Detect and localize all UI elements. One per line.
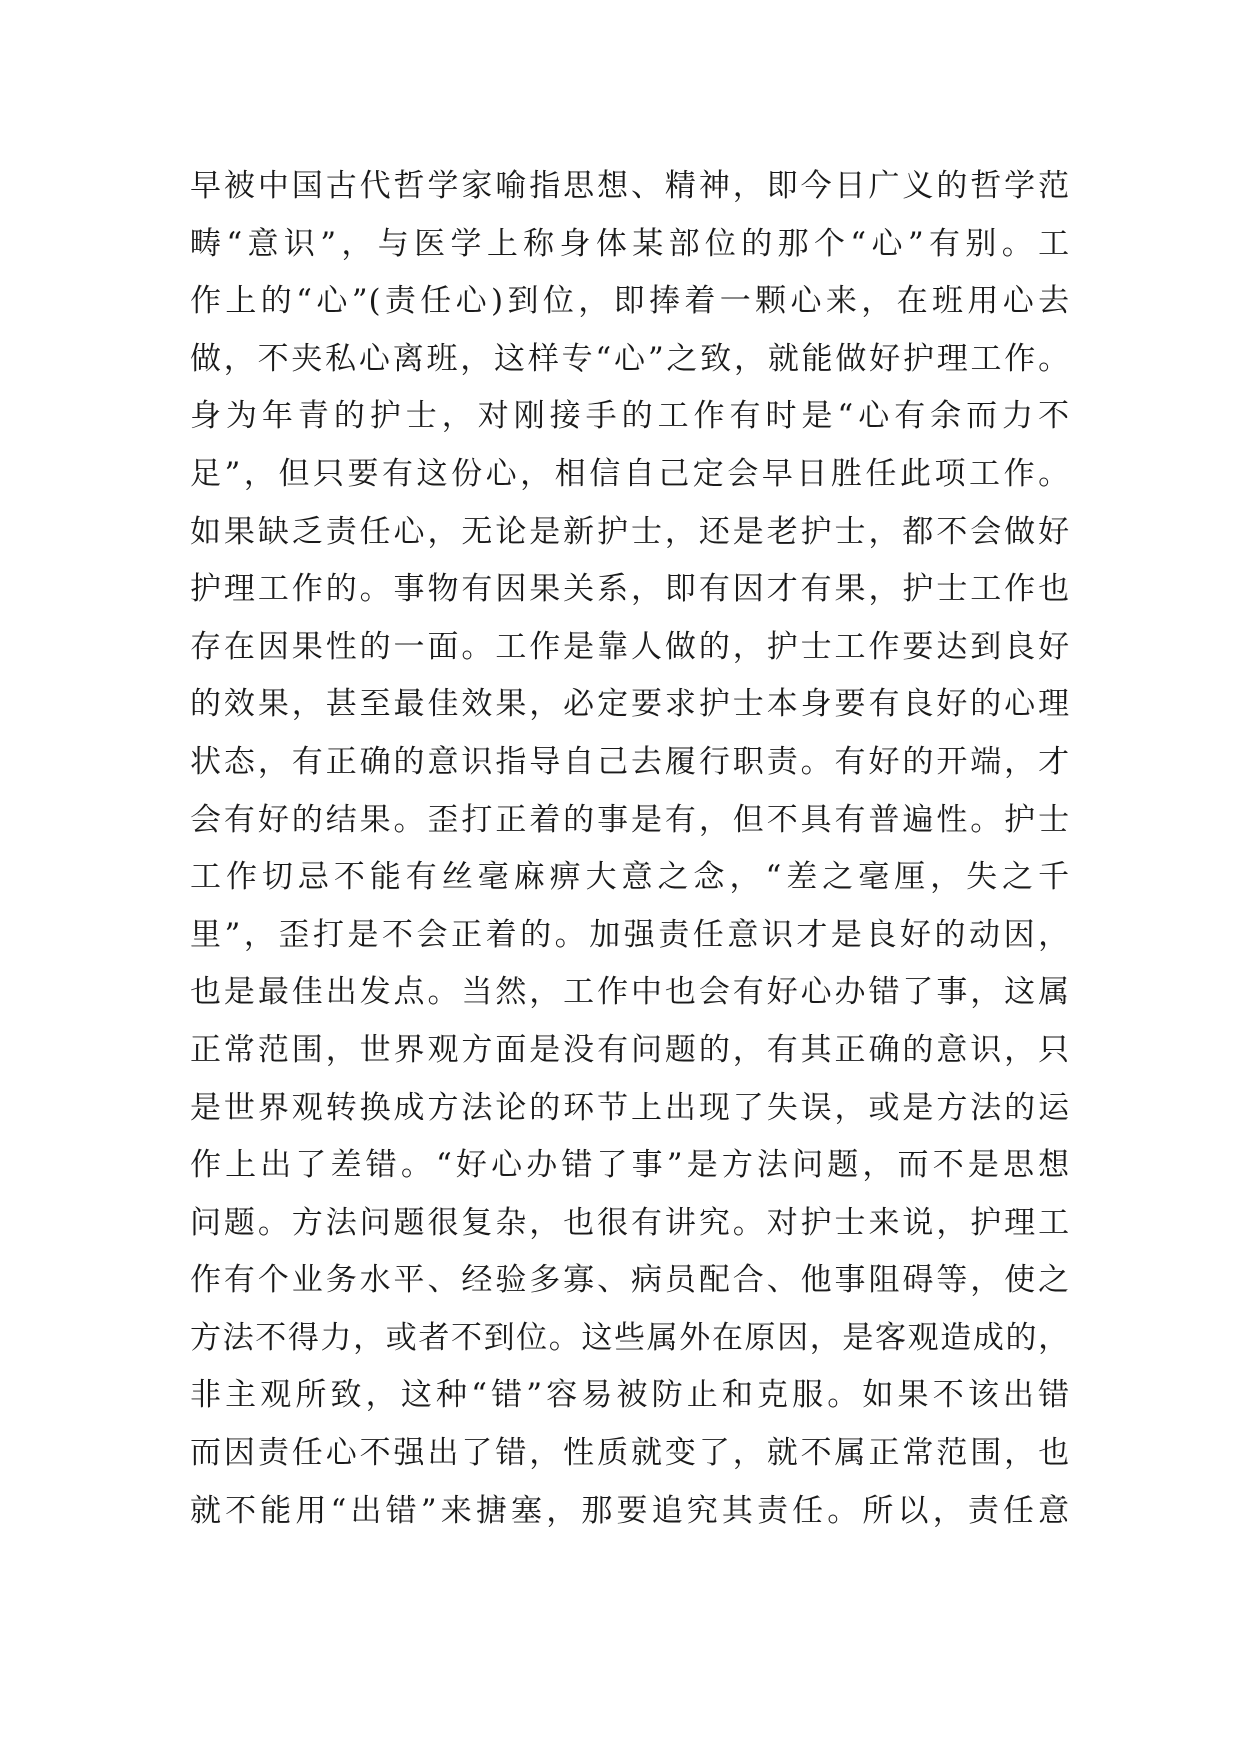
text-line: 作有个业务水平、经验多寡、病员配合、他事阻碍等，使之 (190, 1262, 1070, 1299)
text-line: 就不能用“出错”来搪塞，那要追究其责任。所以，责任意 (190, 1492, 1070, 1529)
text-line: 正常范围，世界观方面是没有问题的，有其正确的意识，只 (190, 1031, 1070, 1068)
text-line: 问题。方法问题很复杂，也很有讲究。对护士来说，护理工 (190, 1204, 1070, 1241)
text-line: 足”，但只要有这份心，相信自己定会早日胜任此项工作。 (190, 455, 1070, 492)
text-line: 存在因果性的一面。工作是靠人做的，护士工作要达到良好 (190, 628, 1070, 665)
text-line: 工作切忌不能有丝毫麻痹大意之念，“差之毫厘，失之千 (190, 859, 1070, 896)
text-line: 非主观所致，这种“错”容易被防止和克服。如果不该出错 (190, 1377, 1070, 1414)
text-line: 作上的“心”(责任心)到位，即捧着一颗心来，在班用心去 (190, 283, 1070, 320)
body-text (190, 158, 1070, 1540)
text-line: 护理工作的。事物有因果关系，即有因才有果，护士工作也 (190, 571, 1070, 608)
text-line: 方法不得力，或者不到位。这些属外在原因，是客观造成的， (190, 1319, 1070, 1356)
text-line: 里”，歪打是不会正着的。加强责任意识才是良好的动因， (190, 916, 1070, 953)
text-line: 畴“意识”，与医学上称身体某部位的那个“心”有别。工 (190, 225, 1070, 262)
text-line: 是世界观转换成方法论的环节上出现了失误，或是方法的运 (190, 1089, 1070, 1126)
text-line: 会有好的结果。歪打正着的事是有，但不具有普遍性。护士 (190, 801, 1070, 838)
text-line: 而因责任心不强出了错，性质就变了，就不属正常范围，也 (190, 1435, 1070, 1472)
text-line: 早被中国古代哲学家喻指思想、精神，即今日广义的哲学范 (190, 168, 1070, 204)
text-line: 状态，有正确的意识指导自己去履行职责。有好的开端，才 (190, 743, 1070, 780)
text-line: 身为年青的护士，对刚接手的工作有时是“心有余而力不 (190, 398, 1070, 435)
text-line: 如果缺乏责任心，无论是新护士，还是老护士，都不会做好 (190, 513, 1070, 550)
text-line: 的效果，甚至最佳效果，必定要求护士本身要有良好的心理 (190, 686, 1070, 723)
text-line: 作上出了差错。“好心办错了事”是方法问题，而不是思想 (190, 1147, 1070, 1184)
text-line: 也是最佳出发点。当然，工作中也会有好心办错了事，这属 (190, 974, 1070, 1011)
text-line: 做，不夹私心离班，这样专“心”之致，就能做好护理工作。 (190, 340, 1070, 377)
